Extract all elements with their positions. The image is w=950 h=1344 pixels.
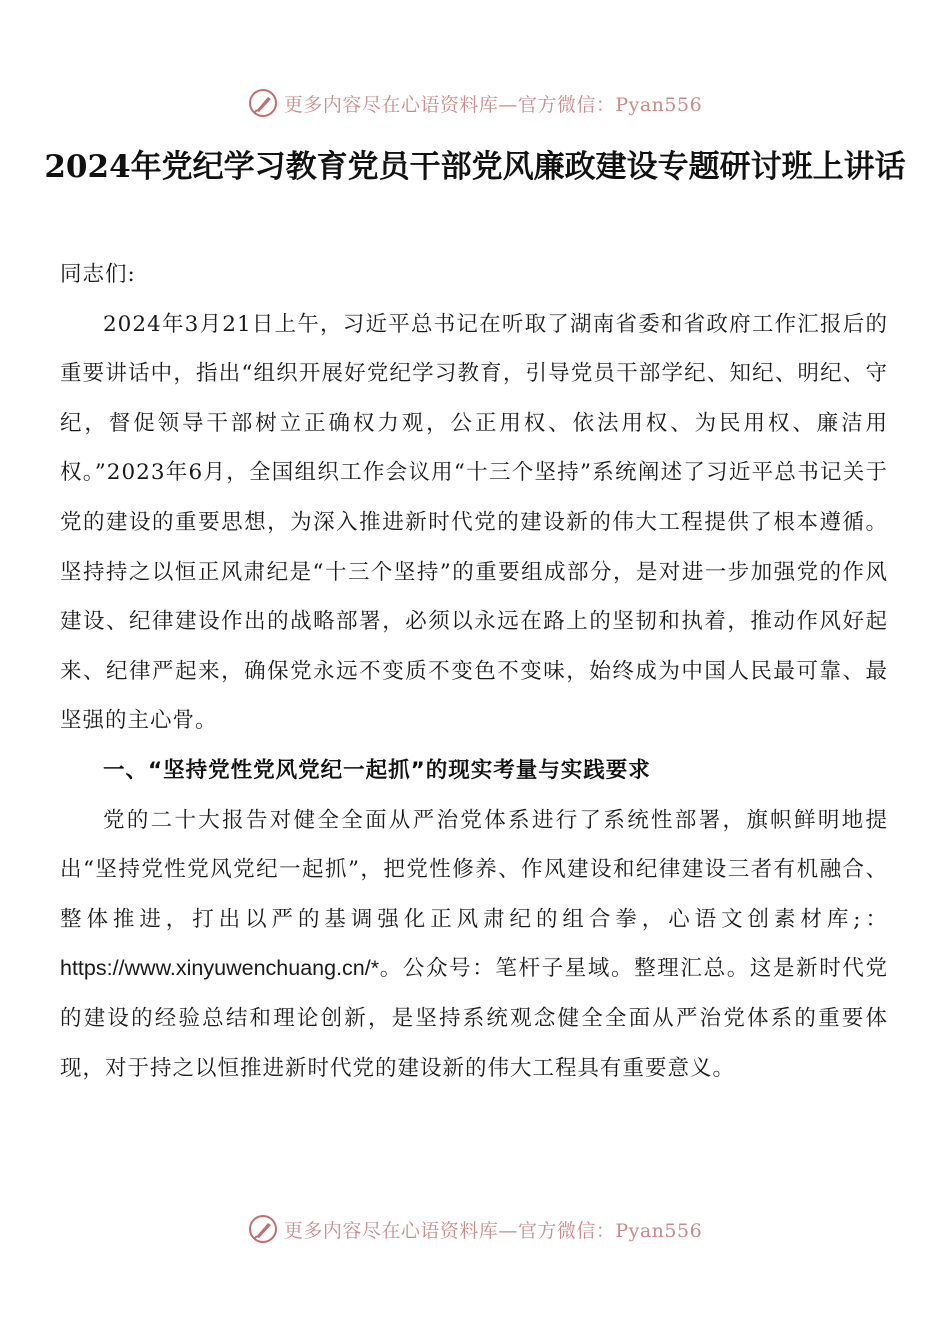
watermark-footer [0,1212,950,1246]
watermark-text: 更多内容尽在心语资料库—官方微信：Pyan556 [283,93,703,116]
inline-url: https://www.xinyuwenchuang.cn/* [60,956,380,981]
section-heading-1: 一、“坚持党性党风党纪一起抓”的现实考量与实践要求 [103,757,651,783]
paragraph-section-1 [60,796,888,1094]
paragraph-section-1-text-a: 党的二十大报告对健全全面从严治党体系进行了系统性部署，旗帜鲜明地提出“坚持党性党风党纪一起抓”，把党性修养、作风建设和纪律建设三者有机融合、整体推进，打出以严的基调强化正风肃纪的组合拳，心语文创素材库;： [60,807,888,932]
quill-pen-circle-icon [248,88,278,118]
watermark-wechat-id: Pyan556 [615,93,703,116]
watermark-wechat-id: Pyan556 [615,1219,703,1242]
document-body [60,250,888,1093]
paragraph-intro: 2024年3月21日上午，习近平总书记在听取了湖南省委和省政府工作汇报后的重要讲话中，指出“组织开展好党纪学习教育，引导党员干部学纪、知纪、明纪、守纪，督促领导干部树立正确权力观，公正用权、依法用权、为民用权、廉洁用权。”2023年6月，全国组织工作会议用“十三个坚持”系统阐述了习近平总书记关于党的建设的重要思想，为深入推进新时代党的建设新的伟大工程提供了根本遵循。坚持持之以恒正风肃纪是“十三个坚持”的重要组成部分，是对进一步加强党的作风建设、纪律建设作出的战略部署，必须以永远在路上的坚韧和执着，推动作风好起来、纪律严起来，确保党永远不变质不变色不变味，始终成为中国人民最可靠、最坚强的主心骨。 [60,311,888,734]
salutation: 同志们: [60,262,136,287]
paragraph-section-1-text-b: 。公众号：笔杆子星域。整理汇总。这是新时代党的建设的经验总结和理论创新，是坚持系统观念健全全面从严治党体系的重要体现，对于持之以恒推进新时代党的建设新的伟大工程具有重要意义。 [60,956,888,1081]
watermark-header [0,86,950,120]
watermark-text: 更多内容尽在心语资料库—官方微信：Pyan556 [283,1219,703,1242]
document-title: 2024年党纪学习教育党员干部党风廉政建设专题研讨班上讲话 [44,149,906,185]
quill-pen-circle-icon [248,1214,278,1244]
